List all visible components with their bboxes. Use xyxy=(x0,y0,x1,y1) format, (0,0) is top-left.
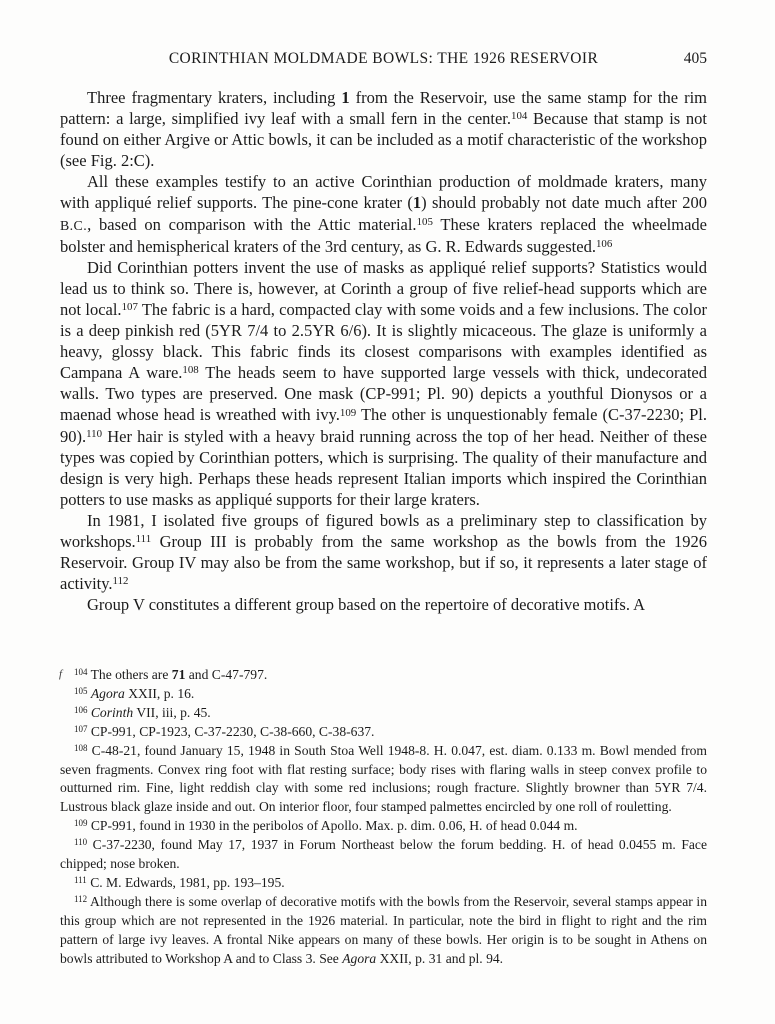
page-number: 405 xyxy=(683,50,707,67)
footnote-108: $^{108}$ C-48-21, found January 15, 1948 in South Stoa Well 1948-8. H. 0.047, est. diam. 0.133 m. Bowl mended from seven fragments. Convex ring foot with flat resting surface; body rises with flaring walls in steep convex profile to outturned rim. Fine, light reddish clay with some red inclusions; rough fracture. Slightly browner than 5YR 7/4. Lustrous black glaze inside and out. On interior floor, four stamped palmettes encircled by one roll of rouletting. xyxy=(60,742,707,815)
running-title: CORINTHIAN MOLDMADE BOWLS: THE 1926 RESERVOIR xyxy=(168,50,599,67)
footnote-112: $^{112}$ Although there is some overlap of decorative motifs with the bowls from the Reservoir, several stamps appear in this group which are not represented in the 1926 material. In particular, note the bird in flight to right and the rim pattern of large ivy leaves. A frontal Nike appears on many of these bowls. Her origin is to be sought in Athens on bowls attributed to Workshop A and to Class 3. See Agora XXII, p. 31 and pl. 94. xyxy=(60,893,707,966)
main-text xyxy=(60,87,707,615)
footnotes-block xyxy=(60,666,707,969)
footnote-104: $^{104}$ The others are 71 and C-47-797. xyxy=(74,666,268,682)
stray-ink-mark: f xyxy=(59,668,63,680)
footnote-110: $^{110}$ C-37-2230, found May 17, 1937 in Forum Northeast below the forum bedding. H. of head 0.0455 m. Face chipped; nose broken. xyxy=(60,837,707,872)
paragraph-3: Did Corinthian potters invent the use of masks as appliqué relief supports? Statistics would lead us to think so. There is, however, at Corinth a group of five relief-head supports which are not local.$^{107}$ The fabric is a hard, compacted clay with some voids and a few inclusions. The color is a deep pinkish red (5YR 7/4 to 2.5YR 6/6). It is slightly micaceous. The glaze is uniformly a heavy, glossy black. This fabric finds its closest comparisons with examples identified as Campana A ware.$^{108}$ The heads seem to have supported large vessels with thick, undecorated walls. Two types are preserved. One mask (CP-991; Pl. 90) depicts a youthful Dionysos or a maenad whose head is wreathed with ivy.$^{109}$ The other is unquestionably female (C-37-2230; Pl. 90).$^{110}$ Her hair is styled with a heavy braid running across the top of her head. Neither of these types was copied by Corinthian potters, which is surprising. The quality of their manufacture and design is very high. Perhaps these heads represent Italian imports which inspired the Corinthian potters to use masks as appliqué supports for their large kraters. xyxy=(60,257,707,509)
footnote-111: $^{111}$ C. M. Edwards, 1981, pp. 193–195. xyxy=(74,874,285,890)
footnote-109: $^{109}$ CP-991, found in 1930 in the peribolos of Apollo. Max. p. dim. 0.06, H. of head 0.044 m. xyxy=(74,818,578,834)
paragraph-4: In 1981, I isolated five groups of figured bowls as a preliminary step to classification by workshops.$^{111}$ Group III is probably from the same workshop as the bowls from the 1926 Reservoir. Group IV may also be from the same workshop, but if so, it represents a later stage of activity.$^{112}$ xyxy=(60,510,707,594)
footnote-106: $^{106}$ Corinth VII, iii, p. 45. xyxy=(74,704,211,720)
paragraph-5: Group V constitutes a different group based on the repertoire of decorative motifs. A xyxy=(87,595,646,615)
paragraph-2: All these examples testify to an active Corinthian production of moldmade kraters, many with appliqué relief supports. The pine-cone krater (1) should probably not date much after 200 B.C., based on comparison with the Attic material.$^{105}$ These kraters replaced the wheelmade bolster and hemispherical kraters of the 3rd century, as G. R. Edwards suggested.$^{106}$ xyxy=(60,172,707,256)
page-header xyxy=(60,50,707,70)
paragraph-1: Three fragmentary kraters, including 1 from the Reservoir, use the same stamp for the rim pattern: a large, simplified ivy leaf with a small fern in the center.$^{104}$ Because that stamp is not found on either Argive or Attic bowls, it can be included as a motif characteristic of the workshop (see Fig. 2:C). xyxy=(60,88,708,171)
footnote-105: $^{105}$ Agora XXII, p. 16. xyxy=(74,685,195,701)
footnote-107: $^{107}$ CP-991, CP-1923, C-37-2230, C-38-660, C-38-637. xyxy=(74,723,375,739)
